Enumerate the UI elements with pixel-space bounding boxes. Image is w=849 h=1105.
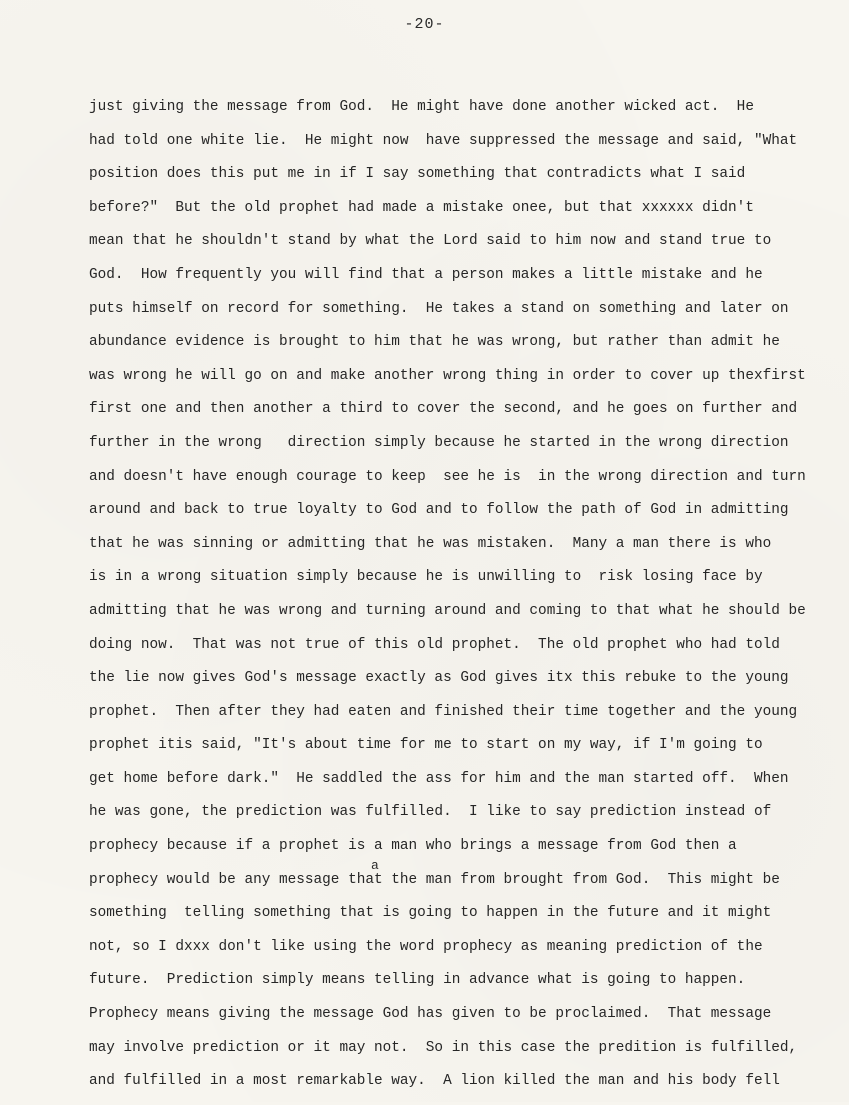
text-line: may involve prediction or it may not. So in this case the predition is fulfilled, — [89, 1039, 798, 1056]
text-line: around and back to true loyalty to God and to follow the path of God in admitting — [89, 502, 789, 519]
text-line: and doesn't have enough courage to keep see he is in the wrong direction and turn — [89, 468, 806, 485]
text-line: was wrong he will go on and make another wrong thing in order to cover up thexfirst — [89, 367, 806, 384]
text-line: abundance evidence is brought to him that he was wrong, but rather than admit he — [89, 334, 780, 351]
text-line: doing now. That was not true of this old prophet. The old prophet who had told — [89, 636, 780, 653]
text-line: and fulfilled in a most remarkable way. A lion killed the man and his body fell — [89, 1073, 780, 1090]
text-line: position does this put me in if I say something that contradicts what I said — [89, 166, 746, 183]
text-line: the lie now gives God's message exactly as God gives itx this rebuke to the young — [89, 670, 789, 687]
text-line: future. Prediction simply means telling in advance what is going to happen. — [89, 972, 746, 989]
text-line: prophet itis said, "It's about time for me to start on my way, if I'm going to — [89, 737, 763, 754]
text-line: that he was sinning or admitting that he was mistaken. Many a man there is who — [89, 535, 772, 552]
text-line: prophet. Then after they had eaten and finished their time together and the young — [89, 703, 798, 720]
text-line: get home before dark." He saddled the ass for him and the man started off. When — [89, 770, 789, 787]
text-line: prophecy would be any message that the man from brought from God. This might be — [89, 871, 780, 888]
text-line: just giving the message from God. He might have done another wicked act. He — [89, 99, 754, 115]
body-text — [89, 97, 829, 1105]
text-line: mean that he shouldn't stand by what the Lord said to him now and stand true to — [89, 233, 772, 250]
text-line: something telling something that is going to happen in the future and it might — [89, 905, 772, 922]
text-line: is in a wrong situation simply because he is unwilling to risk losing face by — [89, 569, 763, 586]
text-line: he was gone, the prediction was fulfilled. I like to say prediction instead of — [89, 804, 772, 821]
text-line: had told one white lie. He might now have suppressed the message and said, "What — [89, 132, 798, 149]
text-line: prophecy because if a prophet is a man who brings a message from God then a — [89, 838, 737, 855]
text-line: before?" But the old prophet had made a mistake onee, but that xxxxxx didn't — [89, 199, 754, 216]
text-line: admitting that he was wrong and turning around and coming to that what he should be — [89, 602, 806, 619]
text-line: further in the wrong direction simply because he started in the wrong direction — [89, 434, 789, 451]
text-line: God. How frequently you will find that a person makes a little mistake and he — [89, 266, 763, 283]
interlinear-insertion: a — [371, 858, 379, 873]
text-line: first one and then another a third to cover the second, and he goes on further and — [89, 401, 798, 418]
text-line: not, so I dxxx don't like using the word prophecy as meaning prediction of the — [89, 938, 763, 955]
text-line: Prophecy means giving the message God has given to be proclaimed. That message — [89, 1006, 772, 1023]
text-line: puts himself on record for something. He takes a stand on something and later on — [89, 300, 789, 317]
page-number: -20- — [404, 16, 445, 33]
